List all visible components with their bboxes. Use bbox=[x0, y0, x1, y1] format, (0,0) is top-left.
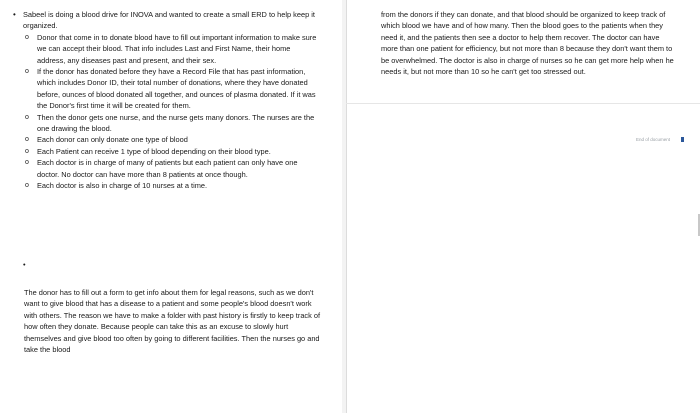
sub-bullet-marker: o bbox=[25, 113, 29, 121]
sub-bullet-item bbox=[23, 134, 320, 145]
sub-bullet-item bbox=[23, 66, 320, 112]
sub-bullet-item bbox=[23, 180, 320, 191]
sub-bullet-item bbox=[23, 112, 320, 135]
document-page-right bbox=[346, 0, 700, 413]
page-divider bbox=[346, 103, 700, 104]
sub-bullet-text: Then the donor gets one nurse, and the nurse gets many donors. The nurses are the one drawing the blood. bbox=[37, 112, 315, 134]
sub-bullet-item bbox=[23, 157, 320, 180]
bullet-marker: • bbox=[13, 10, 16, 19]
sub-bullet-list bbox=[23, 32, 320, 192]
sub-bullet-text: Each donor can only donate one type of blood bbox=[37, 135, 188, 145]
bullet-marker: • bbox=[23, 260, 26, 269]
empty-bullet-item bbox=[10, 259, 320, 270]
sub-bullet-item bbox=[23, 32, 320, 66]
sub-bullet-marker: o bbox=[25, 33, 29, 41]
second-bullet-list bbox=[10, 259, 320, 270]
main-bullet-item bbox=[10, 9, 320, 192]
sub-bullet-text: Donor that come in to donate blood have to fill out important information to make sure we can accept their blood. That info includes Last and First Name, their home address, any diseases past and present, and their sex. bbox=[37, 32, 317, 65]
document-page-left bbox=[0, 0, 342, 413]
sub-bullet-text: Each doctor is in charge of many of patients but each patient can only have one doctor. No doctor can have more than 8 patients at once though. bbox=[37, 158, 298, 179]
sub-bullet-marker: o bbox=[25, 159, 29, 167]
sub-bullet-text: Each Patient can receive 1 type of blood depending on their blood type. bbox=[37, 146, 271, 156]
sub-bullet-item bbox=[23, 146, 320, 157]
sub-bullet-marker: o bbox=[25, 68, 29, 76]
main-bullet-list bbox=[10, 9, 320, 192]
sub-bullet-marker: o bbox=[25, 182, 29, 190]
main-bullet-text: Sabeel is doing a blood drive for INOVA and wanted to create a small ERD to help keep it organized. bbox=[23, 10, 315, 31]
sub-bullet-text: If the donor has donated before they have a Record File that has past information, which includes Donor ID, their total number of donations, where they have donated before, ounces of blood donated all together, and ounces of plasma donated. If it was the Donor's first time it will be created for them. bbox=[37, 67, 316, 111]
end-of-document-marker-icon bbox=[681, 137, 684, 142]
end-of-document-label: End of document bbox=[636, 137, 671, 142]
body-paragraph: The donor has to fill out a form to get info about them for legal reasons, such as we don't want to give blood that has a disease to a patient and some people's blood doesn't work with others. The reason we have to make a folder with past history is firstly to keep track of how often they donate. Because people can take this as an excuse to slowly hurt themselves and give blood too often by going to different facilities. Then the nurses go and take the blood bbox=[24, 288, 321, 355]
sub-bullet-marker: o bbox=[25, 136, 29, 144]
sub-bullet-text: Each doctor is also in charge of 10 nurses at a time. bbox=[37, 181, 208, 191]
continued-paragraph: from the donors if they can donate, and that blood should be organized to keep track of which blood we have and of how many. Then the blood goes to the patients when they need it, and the patients then see a doctor to help them recover. The doctor can have more than one patient for efficiency, but not more than 8 because they don't want them to be overwhelmed. The doctor is also in charge of nurses so he can get more help when he needs it, but not more than 10 so he can't get too stressed out. bbox=[381, 10, 674, 77]
sub-bullet-marker: o bbox=[25, 147, 29, 155]
